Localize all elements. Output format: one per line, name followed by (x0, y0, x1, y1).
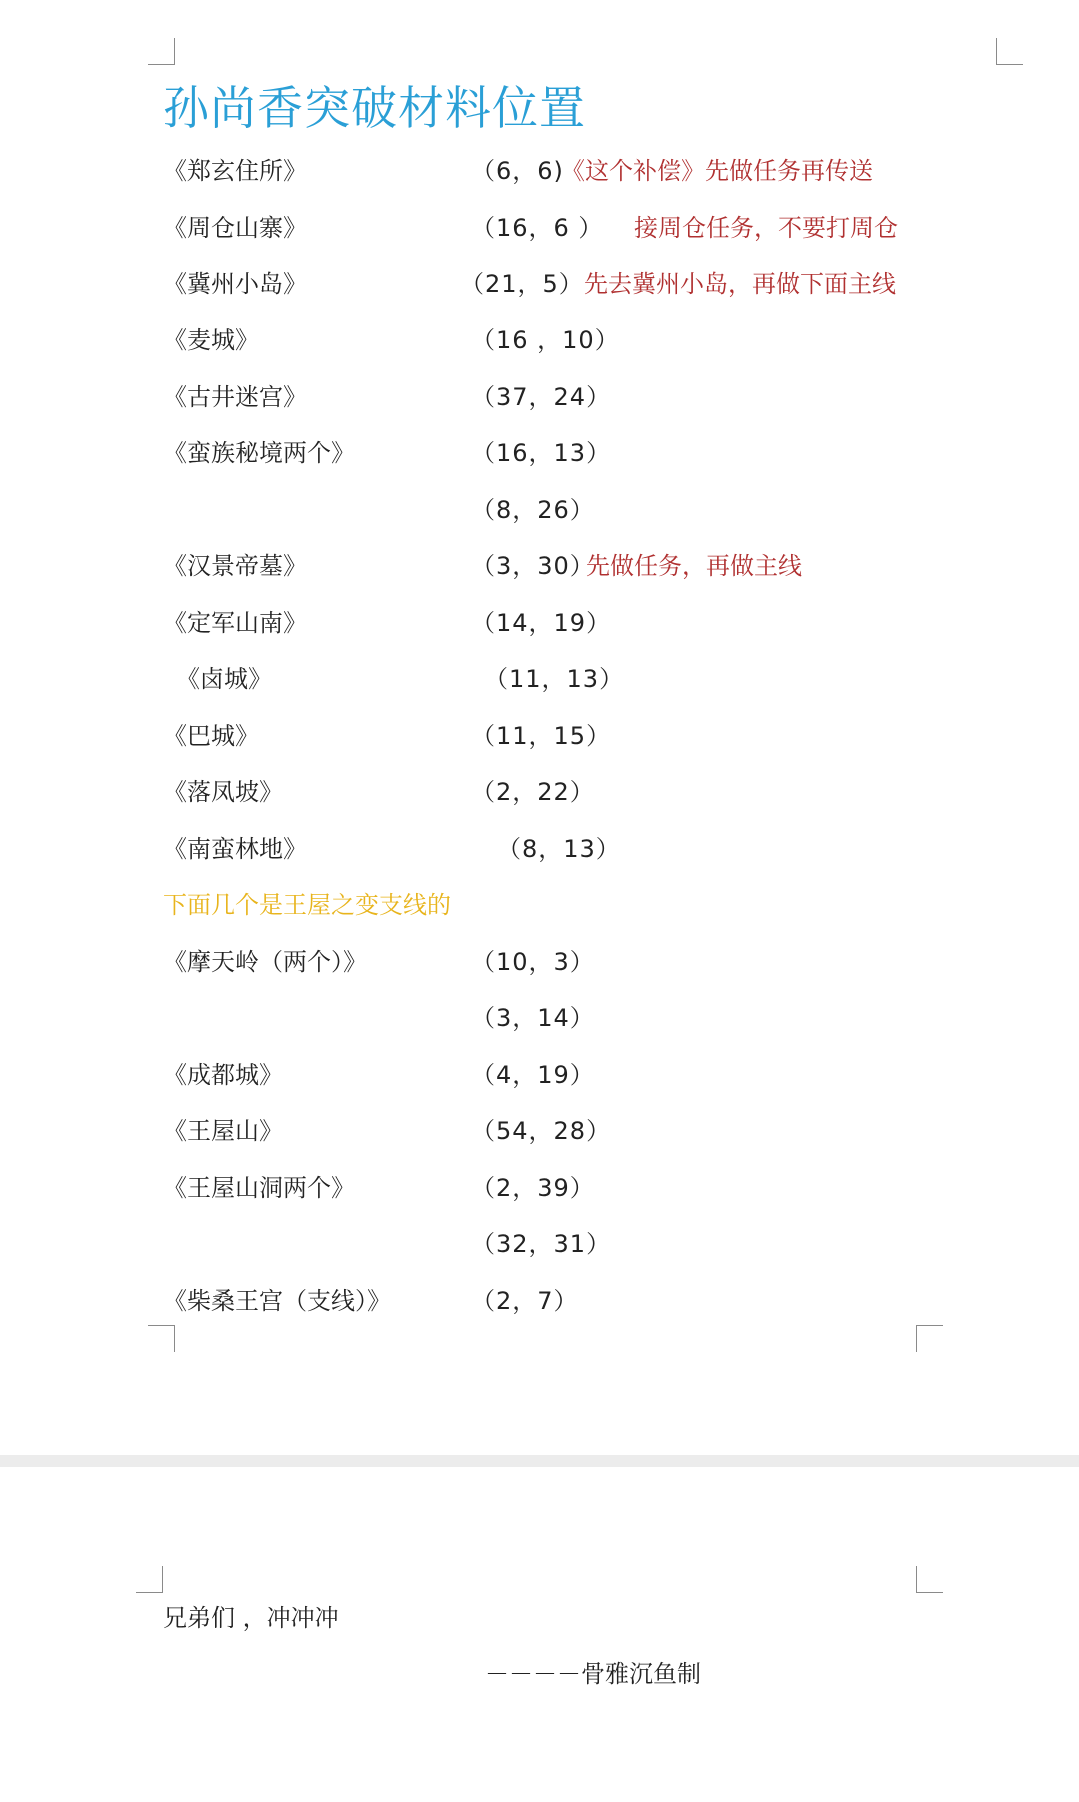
location-name: 《摩天岭（两个）》 (163, 948, 367, 976)
coordinates: （16，6 ） (471, 214, 604, 242)
remark-note: 接周仓任务，不要打周仓 (634, 214, 898, 242)
coordinates: （2，7） (471, 1287, 579, 1315)
coordinates: （21，5） (460, 270, 584, 298)
coordinates: （11，15） (471, 722, 612, 750)
coordinates: （8，13） (497, 835, 621, 863)
list-item (0, 490, 1079, 530)
section-note: 下面几个是王屋之变支线的 (163, 891, 451, 919)
coordinates: （10，3） (471, 948, 595, 976)
coordinates: （14，19） (471, 609, 612, 637)
location-name: 《卤城》 (176, 665, 272, 693)
location-name: 《成都城》 (163, 1061, 283, 1089)
list-item (0, 772, 1079, 812)
list-item (0, 264, 1079, 304)
coordinates: （32，31） (471, 1230, 612, 1258)
list-item (0, 942, 1079, 982)
location-name: 《麦城》 (163, 326, 259, 354)
coordinates: （11，13） (484, 665, 625, 693)
location-name: 《古井迷宫》 (163, 383, 307, 411)
margin-corner-mark (996, 38, 1023, 65)
list-item (0, 1168, 1079, 1208)
coordinates: （3，14） (471, 1004, 595, 1032)
list-item (0, 320, 1079, 360)
margin-corner-mark (136, 1566, 163, 1593)
coordinates: （16，13） (471, 439, 612, 467)
coordinates: （2，39） (471, 1174, 595, 1202)
location-name: 《柴桑王宫（支线）》 (163, 1287, 391, 1315)
document-page-2 (0, 1467, 1079, 1802)
margin-corner-mark (148, 38, 175, 65)
location-name: 《定军山南》 (163, 609, 307, 637)
location-name: 《蛮族秘境两个》 (163, 439, 355, 467)
list-item (0, 433, 1079, 473)
coordinates: （8，26） (471, 496, 595, 524)
location-name: 《周仓山寨》 (163, 214, 307, 242)
margin-corner-mark (916, 1566, 943, 1593)
coordinates: （2，22） (471, 778, 595, 806)
remark-note: 先去冀州小岛，再做下面主线 (584, 270, 896, 298)
location-name: 《王屋山》 (163, 1117, 283, 1145)
page-title: 孙尚香突破材料位置 (163, 81, 586, 135)
author-signature: －－－－骨雅沉鱼制 (485, 1660, 701, 1688)
margin-corner-mark (148, 1325, 175, 1352)
remark-note: 《这个补偿》先做任务再传送 (561, 157, 873, 185)
margin-corner-mark (916, 1325, 943, 1352)
list-item (0, 1281, 1079, 1321)
location-name: 《冀州小岛》 (163, 270, 307, 298)
page-separator (0, 1455, 1079, 1467)
list-item (0, 1224, 1079, 1264)
list-item (0, 716, 1079, 756)
coordinates: （6，6) (471, 157, 564, 185)
location-name: 《郑玄住所》 (163, 157, 307, 185)
list-item (0, 998, 1079, 1038)
list-item (0, 546, 1079, 586)
list-item (0, 208, 1079, 248)
location-name: 《汉景帝墓》 (163, 552, 307, 580)
coordinates: （54，28） (471, 1117, 612, 1145)
list-item (0, 659, 1079, 699)
location-name: 《南蛮林地》 (163, 835, 307, 863)
coordinates: （3，30） (471, 552, 595, 580)
closing-line: 兄弟们 ，冲冲冲 (163, 1604, 339, 1632)
list-item (0, 1111, 1079, 1151)
coordinates: （16 ，10） (471, 326, 620, 354)
list-item (0, 377, 1079, 417)
list-item (0, 1055, 1079, 1095)
list-item (0, 603, 1079, 643)
list-item (0, 829, 1079, 869)
coordinates: （4，19） (471, 1061, 595, 1089)
location-name: 《落凤坡》 (163, 778, 283, 806)
coordinates: （37，24） (471, 383, 612, 411)
remark-note: 先做任务，再做主线 (586, 552, 802, 580)
list-item (0, 151, 1079, 191)
location-name: 《巴城》 (163, 722, 259, 750)
location-name: 《王屋山洞两个》 (163, 1174, 355, 1202)
